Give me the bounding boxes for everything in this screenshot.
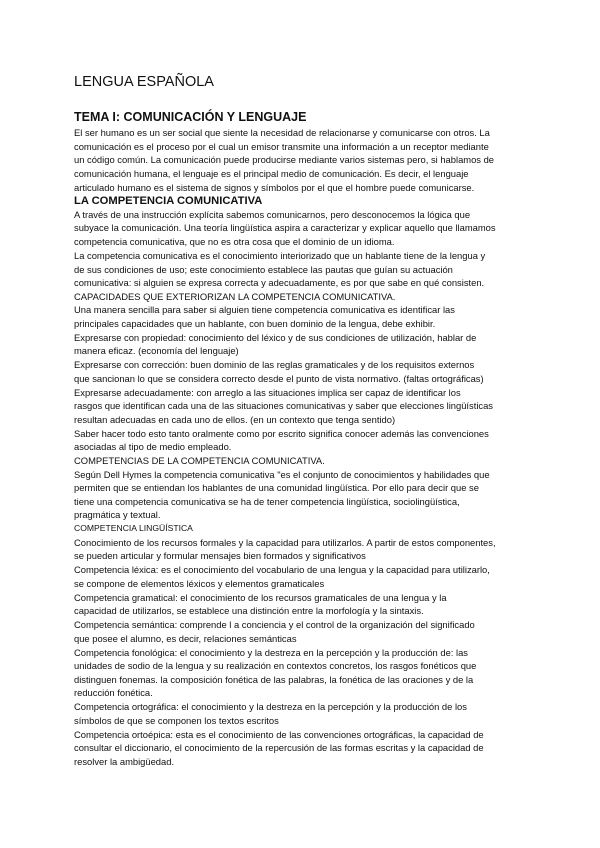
text-line: Competencia ortográfica: el conocimiento y la destreza en la percepción y la producción de los xyxy=(74,701,467,713)
section-heading xyxy=(74,454,534,467)
text-line: capacidad de utilizarlos, se establece una distinción entre la morfología y la sintaxis. xyxy=(74,605,424,617)
paragraph xyxy=(74,303,534,330)
text-line: Competencia gramatical: el conocimiento de los recursos gramaticales de una lengua y la xyxy=(74,591,447,603)
section-title-text: TEMA I: COMUNICACIÓN Y LENGUAJE xyxy=(74,110,307,124)
text-line: permiten que se entiendan los hablantes de una comunidad lingüística. Por ello para decir que se xyxy=(74,482,479,494)
text-line: rasgos que identifican cada una de las situaciones comunicativas y saber que elecciones lingüísticas xyxy=(74,400,493,412)
text-line: distinguen fonemas. la composición fonética de las palabras, la fonética de las oraciones y de la xyxy=(74,673,474,685)
text-line: pragmática y textual. xyxy=(74,509,161,521)
text-line: que sancionan lo que se considera correcto desde el punto de vista normativo. (faltas ortográficas) xyxy=(74,372,484,384)
text-line: Una manera sencilla para saber si alguien tiene competencia comunicativa es identificar las xyxy=(74,304,455,316)
text-line: unidades de sodio de la lengua y su realización en contextos concretos, los rasgos fonéticos que xyxy=(74,660,477,672)
text-line: Saber hacer todo esto tanto oralmente como por escrito significa conocer además las convenciones xyxy=(74,427,489,439)
text-line: consultar el diccionario, el conocimiento de la repercusión de las formas escritas y la capacidad de xyxy=(74,742,484,754)
text-line: comunicativa: si alguien se expresa correcta y adecuadamente, es por que sabe en qué consisten. xyxy=(74,277,485,289)
paragraph xyxy=(74,331,534,358)
document-title: LENGUA ESPAÑOLA xyxy=(74,74,214,90)
section-heading xyxy=(74,290,534,303)
paragraph xyxy=(74,386,534,427)
paragraph xyxy=(74,249,534,290)
paragraph xyxy=(74,536,534,563)
text-line: subyace la comunicación. Una teoría lingüística aspira a caracterizar y explicar aquello que llamamos xyxy=(74,222,496,234)
text-line: Competencia léxica: es el conocimiento del vocabulario de una lengua y la capacidad para utilizarlo, xyxy=(74,564,490,576)
text-line: asociadas al tipo de medio empleado. xyxy=(74,441,232,453)
section-heading-text: COMPETENCIA LINGÜÍSTICA xyxy=(74,523,193,534)
section-heading-text: COMPETENCIAS DE LA COMPETENCIA COMUNICATIVA. xyxy=(74,455,325,467)
text-line: articulado humano es el sistema de signos y símbolos por el que el hombre puede comunicarse. xyxy=(74,181,475,193)
paragraph xyxy=(74,563,534,590)
text-line: símbolos de que se componen los textos escritos xyxy=(74,714,279,726)
paragraph xyxy=(74,427,534,454)
paragraph xyxy=(74,358,534,385)
text-line: Expresarse con corrección: buen dominio de las reglas gramaticales y de los requisitos externos xyxy=(74,359,475,371)
paragraph xyxy=(74,700,534,727)
text-line: reducción fonética. xyxy=(74,687,153,699)
paragraph xyxy=(74,728,534,769)
text-line: Según Dell Hymes la competencia comunicativa "es el conjunto de conocimientos y habilidades que xyxy=(74,468,490,480)
text-line: Expresarse adecuadamente: con arreglo a las situaciones implica ser capaz de identificar los xyxy=(74,386,461,398)
text-line: Competencia fonológica: el conocimiento y la destreza en la percepción y la producción de: las xyxy=(74,646,468,658)
section-title xyxy=(74,109,534,126)
text-line: de sus condiciones de uso; este conocimiento establece las pautas que guían su actuación xyxy=(74,263,453,275)
text-line: que posee el alumno, es decir, relaciones semánticas xyxy=(74,632,297,644)
text-line: Competencia ortoépica: esta es el conocimiento de las convenciones ortográficas, la capacidad de xyxy=(74,728,484,740)
text-line: resultan adecuadas en cada uno de ellos. (en un contexto que tenga sentido) xyxy=(74,413,396,425)
document-body xyxy=(74,109,534,768)
text-line: Expresarse con propiedad: conocimiento del léxico y de sus condiciones de utilización, hablar de xyxy=(74,331,477,343)
section-heading xyxy=(74,195,534,208)
text-line: El ser humano es un ser social que siente la necesidad de relacionarse y comunicarse con otros. La xyxy=(74,127,490,139)
paragraph xyxy=(74,591,534,618)
text-line: Conocimiento de los recursos formales y la capacidad para utilizarlos. A partir de estos componentes, xyxy=(74,536,496,548)
paragraph xyxy=(74,126,534,194)
text-line: se compone de elementos léxicos y elementos gramaticales xyxy=(74,577,325,589)
text-line: se pueden articular y formular mensajes bien formados y significativos xyxy=(74,550,366,562)
paragraph xyxy=(74,468,534,522)
text-line: comunicación humana, el lenguaje es el principal medio de comunicación. Es decir, el lenguaje xyxy=(74,168,469,180)
text-line: principales capacidades que un hablante, con buen dominio de la lengua, debe exhibir. xyxy=(74,317,436,329)
text-line: La competencia comunicativa es el conocimiento interiorizado que un hablante tiene de la lengua y xyxy=(74,249,486,261)
section-heading-text: LA COMPETENCIA COMUNICATIVA xyxy=(74,194,263,207)
text-line: tiene una competencia comunicativa se ha de tener competencia lingüística, sociolingüística, xyxy=(74,495,460,507)
text-line: comunicación es el proceso por el cual un emisor transmite una información a un receptor mediante xyxy=(74,140,489,152)
document-page xyxy=(74,72,534,769)
text-line: competencia comunicativa, que no es otra cosa que el dominio de un idioma. xyxy=(74,236,395,248)
paragraph xyxy=(74,618,534,645)
paragraph xyxy=(74,208,534,249)
section-heading xyxy=(74,522,534,535)
text-line: A través de una instrucción explícita sabemos comunicarnos, pero desconocemos la lógica que xyxy=(74,208,471,220)
text-line: Competencia semántica: comprende l a conciencia y el control de la organización del significado xyxy=(74,619,475,631)
section-heading-text: CAPACIDADES QUE EXTERIORIZAN LA COMPETENCIA COMUNICATIVA. xyxy=(74,291,396,303)
paragraph xyxy=(74,646,534,700)
text-line: un código común. La comunicación puede producirse mediante varios sistemas pero, si hablamos de xyxy=(74,154,495,166)
text-line: resolver la ambigüedad. xyxy=(74,755,175,767)
text-line: manera eficaz. (economía del lenguaje) xyxy=(74,345,239,357)
